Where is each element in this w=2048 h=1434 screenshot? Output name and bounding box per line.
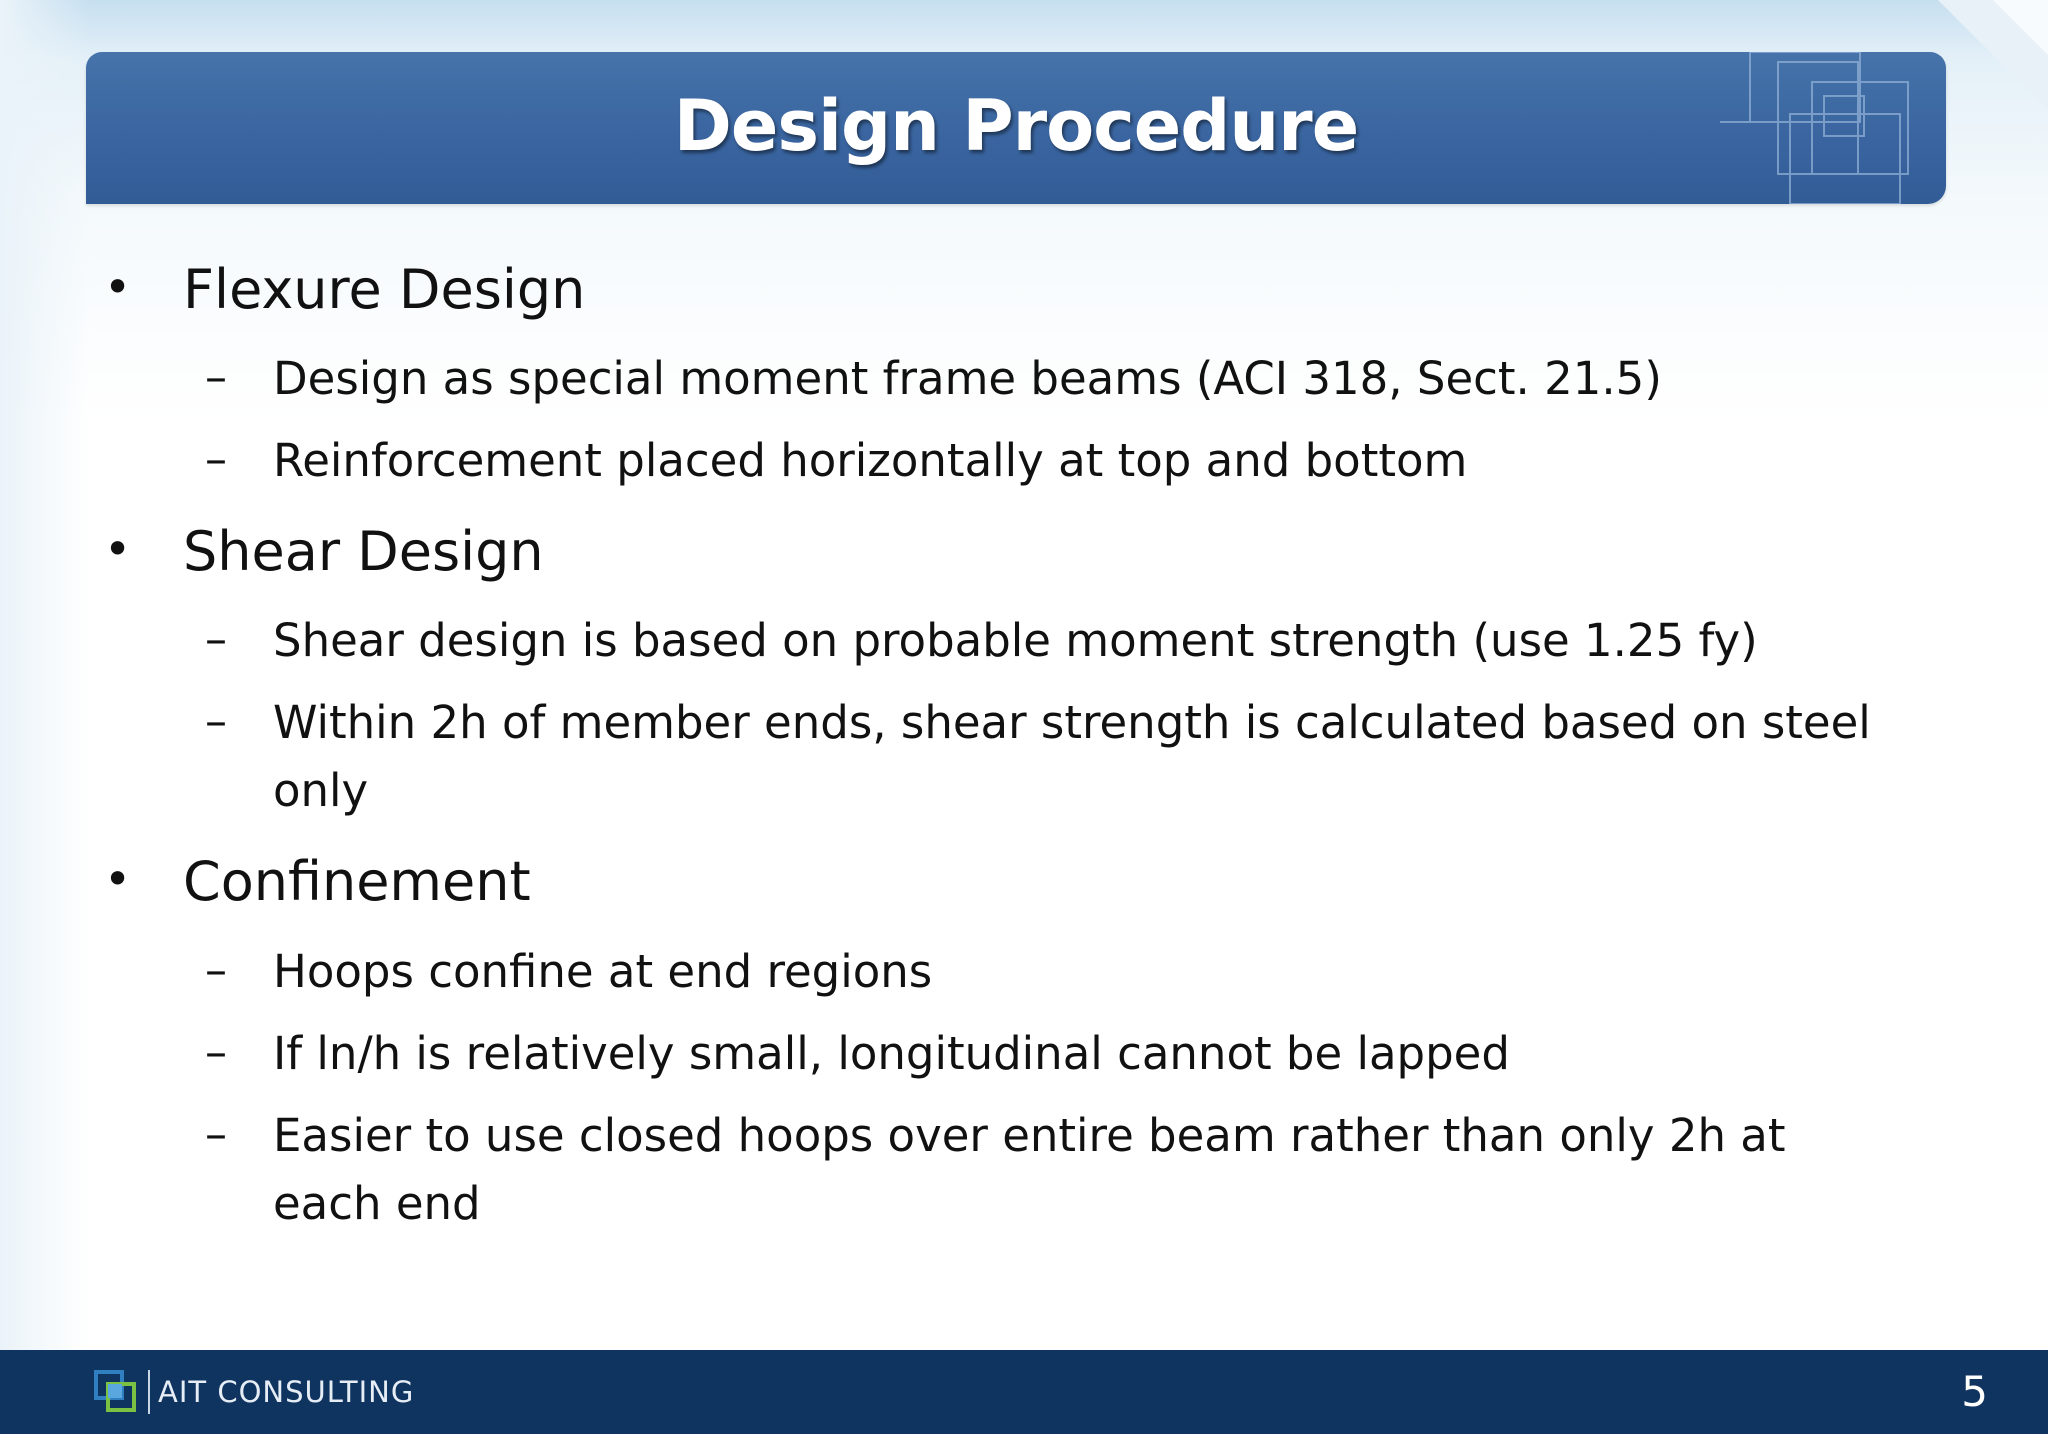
en-dash-icon: – — [205, 1027, 227, 1078]
sub-bullet-text-continuation: only — [273, 764, 369, 817]
slide-footer — [0, 1350, 2048, 1434]
page-number: 5 — [1961, 1367, 1988, 1416]
sub-bullet-text: Easier to use closed hoops over entire beam rather than only 2h at — [273, 1109, 1786, 1162]
section-heading: Confinement — [183, 850, 531, 913]
en-dash-icon: – — [205, 434, 227, 485]
sub-bullet-text: If ln/h is relatively small, longitudinal cannot be lapped — [273, 1027, 1510, 1080]
sub-bullet-text: Shear design is based on probable moment strength (use 1.25 fy) — [273, 614, 1758, 667]
bullet-dot-icon: • — [104, 260, 132, 314]
sub-bullet-text: Within 2h of member ends, shear strength is calculated based on steel — [273, 696, 1871, 749]
en-dash-icon: – — [205, 352, 227, 403]
en-dash-icon: – — [205, 614, 227, 665]
bullet-dot-icon: • — [104, 852, 132, 906]
en-dash-icon: – — [205, 945, 227, 996]
section-heading: Shear Design — [183, 520, 544, 583]
en-dash-icon: – — [205, 696, 227, 747]
sub-bullet-text: Reinforcement placed horizontally at top and bottom — [273, 434, 1468, 487]
sub-bullet-text: Design as special moment frame beams (ACI 318, Sect. 21.5) — [273, 352, 1662, 405]
section-heading: Flexure Design — [183, 258, 586, 321]
footer-separator — [148, 1370, 150, 1414]
ait-logo-icon — [94, 1370, 138, 1414]
slide-title: Design Procedure — [673, 85, 1359, 167]
en-dash-icon: – — [205, 1109, 227, 1160]
bullet-dot-icon: • — [104, 522, 132, 576]
footer-company-name: AIT CONSULTING — [158, 1375, 415, 1409]
sub-bullet-text: Hoops confine at end regions — [273, 945, 933, 998]
sub-bullet-text-continuation: each end — [273, 1177, 481, 1230]
